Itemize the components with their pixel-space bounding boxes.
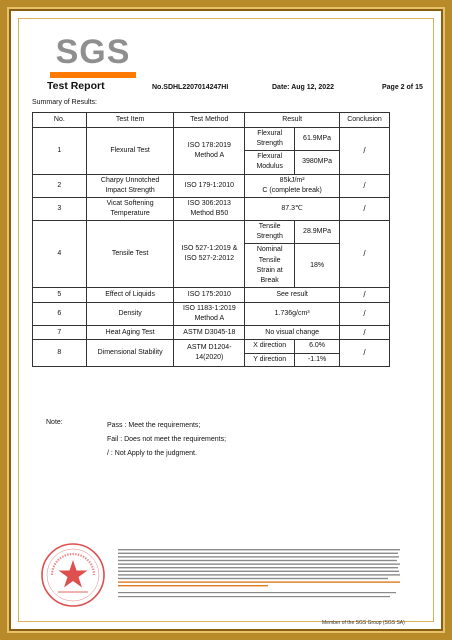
- label-line: Strain at: [256, 266, 283, 274]
- cell-result: 87.3℃: [245, 197, 340, 220]
- note-label: Note:: [46, 419, 63, 426]
- col-header-conclusion: Conclusion: [340, 113, 390, 128]
- table-header-row: [33, 113, 390, 128]
- cell-test-method: [174, 302, 245, 325]
- cell-no: 7: [33, 325, 87, 340]
- item-line: Charpy Unnotched: [100, 176, 160, 184]
- note-pass: Pass : Meet the requirements;: [107, 422, 201, 429]
- method-line: 14(2020): [195, 354, 224, 362]
- result-line: C (complete break): [262, 186, 322, 194]
- label-line: Flexural: [257, 153, 283, 161]
- cell-conclusion: /: [340, 128, 390, 175]
- label-line: Break: [260, 276, 279, 284]
- item-line: Temperature: [110, 209, 150, 217]
- cell-no: 5: [33, 287, 87, 302]
- method-line: Method B50: [190, 209, 229, 217]
- sgs-logo-text: SGS: [55, 32, 131, 71]
- label-line: Modulus: [256, 163, 283, 171]
- cell-result-value: -1.1%: [295, 353, 340, 366]
- cell-conclusion: /: [340, 302, 390, 325]
- cell-test-method: ISO 179-1:2010: [174, 174, 245, 197]
- col-header-test-item: Test Item: [86, 113, 174, 128]
- label-line: Strength: [256, 140, 283, 148]
- cell-result-label: [245, 151, 295, 174]
- cell-result: No visual change: [245, 325, 340, 340]
- cell-no: 4: [33, 221, 87, 288]
- cell-result-label: [245, 244, 295, 288]
- method-line: ISO 178:2019: [187, 141, 231, 149]
- note-lines: [107, 419, 226, 461]
- cell-conclusion: /: [340, 325, 390, 340]
- cell-no: 1: [33, 128, 87, 175]
- cell-test-item: Dimensional Stability: [86, 340, 174, 366]
- table-row: [33, 174, 390, 197]
- sgs-logo: [50, 32, 136, 72]
- note-fail: Fail : Does not meet the requirements;: [107, 436, 227, 443]
- cell-conclusion: /: [340, 221, 390, 288]
- label-line: Tensile: [258, 256, 281, 264]
- report-page: [14, 14, 438, 626]
- cell-result-value: 18%: [295, 244, 340, 288]
- cell-no: 2: [33, 174, 87, 197]
- cell-result-label: [245, 221, 295, 244]
- cell-test-item: Flexural Test: [86, 128, 174, 175]
- cell-test-item: Density: [86, 302, 174, 325]
- method-line: ASTM D1204-: [187, 343, 232, 351]
- label-line: Flexural: [257, 130, 283, 137]
- label-line: Strength: [256, 233, 283, 241]
- cell-conclusion: /: [340, 174, 390, 197]
- cell-result: 1.736g/cm³: [245, 302, 340, 325]
- col-header-test-method: Test Method: [174, 113, 245, 128]
- report-date: Date: Aug 12, 2022: [272, 84, 334, 91]
- cell-test-item: [86, 197, 174, 220]
- method-line: ISO 527-1:2019 &: [181, 244, 238, 252]
- cell-test-item: Tensile Test: [86, 221, 174, 288]
- table-row: [33, 287, 390, 302]
- col-header-no: No.: [33, 113, 87, 128]
- page-number: Page 2 of 15: [382, 84, 423, 91]
- cell-no: 6: [33, 302, 87, 325]
- official-seal-icon: [40, 542, 106, 608]
- cell-result-value: 28.9MPa: [295, 221, 340, 244]
- item-line: Impact Strength: [105, 186, 155, 194]
- results-table: [32, 112, 390, 367]
- method-line: Method A: [194, 314, 225, 322]
- table-row: [33, 197, 390, 220]
- cell-test-method: ISO 175:2010: [174, 287, 245, 302]
- label-line: Nominal: [256, 246, 283, 254]
- report-title: Test Report: [47, 80, 105, 92]
- result-line: 85kJ/m²: [279, 176, 305, 184]
- fine-print-terms: [118, 549, 400, 601]
- table-row: [33, 221, 390, 244]
- cell-test-method: ASTM D3045-18: [174, 325, 245, 340]
- table-row: [33, 340, 390, 353]
- cell-result-value: 6.0%: [295, 340, 340, 353]
- cell-test-method: [174, 340, 245, 366]
- table-row: [33, 128, 390, 151]
- method-line: ISO 1183-1:2019: [182, 304, 236, 312]
- table-row: [33, 325, 390, 340]
- sgs-logo-bar: [50, 72, 136, 78]
- cell-test-method: [174, 128, 245, 175]
- method-line: ISO 306:2013: [187, 199, 231, 207]
- label-line: Tensile: [258, 223, 281, 231]
- cell-conclusion: /: [340, 287, 390, 302]
- cell-test-item: Effect of Liquids: [86, 287, 174, 302]
- cell-conclusion: /: [340, 197, 390, 220]
- cell-test-method: [174, 197, 245, 220]
- note-na: / : Not Apply to the judgment.: [107, 450, 197, 457]
- cell-result-value: 61.9MPa: [295, 128, 340, 151]
- cell-result-label: [245, 128, 295, 151]
- method-line: ISO 527-2:2012: [184, 255, 235, 263]
- cell-result: [245, 174, 340, 197]
- cell-test-item: Heat Aging Test: [86, 325, 174, 340]
- method-line: Method A: [194, 151, 225, 159]
- cell-test-item: [86, 174, 174, 197]
- cell-result-label: X direction: [245, 340, 295, 353]
- cell-no: 3: [33, 197, 87, 220]
- report-number: No.SDHL2207014247HI: [152, 84, 229, 91]
- member-of-sgs-group: Member of the SGS Group (SGS SA): [322, 620, 405, 626]
- table-row: [33, 302, 390, 325]
- cell-result: See result: [245, 287, 340, 302]
- summary-heading: Summary of Results:: [32, 99, 97, 106]
- cell-result-label: Y direction: [245, 353, 295, 366]
- col-header-result: Result: [245, 113, 340, 128]
- cell-result-value: 3980MPa: [295, 151, 340, 174]
- cell-test-method: [174, 221, 245, 288]
- cell-no: 8: [33, 340, 87, 366]
- cell-conclusion: /: [340, 340, 390, 366]
- item-line: Vicat Softening: [106, 199, 154, 207]
